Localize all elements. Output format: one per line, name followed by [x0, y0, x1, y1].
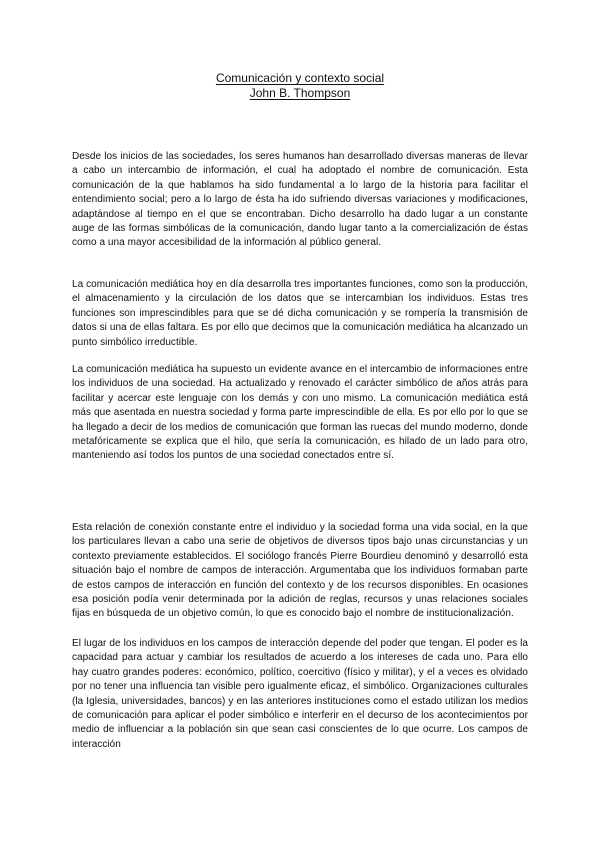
- paragraph: La comunicación mediática ha supuesto un evidente avance en el intercambio de informaciones entre los individuos de una sociedad. Ha actualizado y renovado el carácter simbólico de años atrás para facilitar y acercar este lenguaje con los demás y con uno mismo. La comunicación mediática está más que asentada en nuestra sociedad y forma parte imprescindible de ella. Es por ello por lo que se ha llegado a decir de los medios de comunicación que forman las ruecas del mundo moderno, donde metafóricamente se explica que el hilo, que sería la comunicación, es hilado de un lado para otro, manteniendo así todos los puntos de una sociedad conectados entre sí.: [72, 364, 528, 462]
- document-author: John B. Thompson: [249, 86, 351, 100]
- document-title: Comunicación y contexto social: [215, 71, 385, 85]
- paragraph: La comunicación mediática hoy en día desarrolla tres importantes funciones, como son la producción, el almacenamiento y la circulación de los datos que se intercambian los individuos. Estas tres funciones son imprescindibles para que se dé dicha comunicación y se rompería la transmisión de datos si una de ellas faltara. Es por ello que decimos que la comunicación mediática ha alcanzado un punto simbólico irreductible.: [72, 279, 528, 348]
- document-header: [0, 71, 600, 101]
- paragraph: Esta relación de conexión constante entre el individuo y la sociedad forma una vida social, en la que los particulares llevan a cabo una serie de objetivos de diversos tipos bajo unas circunstancias y un contexto previamente establecidos. El sociólogo francés Pierre Bourdieu denominó y desarrolló esta situación bajo el nombre de campos de interacción. Argumentaba que los individuos formaban parte de estos campos de interacción en función del contexto y de los recursos disponibles. En ocasiones esa posición podía venir determinada por la adición de reglas, recursos y unas relaciones sociales fijas en búsqueda de un objetivo común, lo que es conocido bajo el nombre de institucionalización.: [72, 522, 528, 620]
- paragraph: Desde los inicios de las sociedades, los seres humanos han desarrollado diversas maneras de llevar a cabo un intercambio de información, el cual ha adoptado el nombre de comunicación. Esta comunicación de la que hablamos ha sido fundamental a lo largo de la historia para facilitar el entendimiento social; pero a lo largo de ésta ha ido sufriendo diversas variaciones y modificaciones, adaptándose al tiempo en el que se encontraban. Dicho desarrollo ha dado lugar a un constante auge de las formas simbólicas de la comunicación, dando lugar tanto a la comercialización de éstas como a una mayor accesibilidad de la información al público general.: [72, 151, 528, 249]
- paragraph: El lugar de los individuos en los campos de interacción depende del poder que tengan. El poder es la capacidad para actuar y cambiar los resultados de acuerdo a los intereses de cada uno. Para ello hay cuatro grandes poderes: económico, político, coercitivo (físico y militar), y el a veces es olvidado por no tener una influencia tan visible pero igualmente eficaz, el simbólico. Organizaciones culturales (la Iglesia, universidades, bancos) y en las anteriores instituciones como el estado utilizan los medios de comunicación para aplicar el poder simbólico e interferir en el decurso de los acontecimientos por medio de influenciar a la población sin que sean casi conscientes de lo que ocurre. Los campos de interacción: [72, 638, 528, 750]
